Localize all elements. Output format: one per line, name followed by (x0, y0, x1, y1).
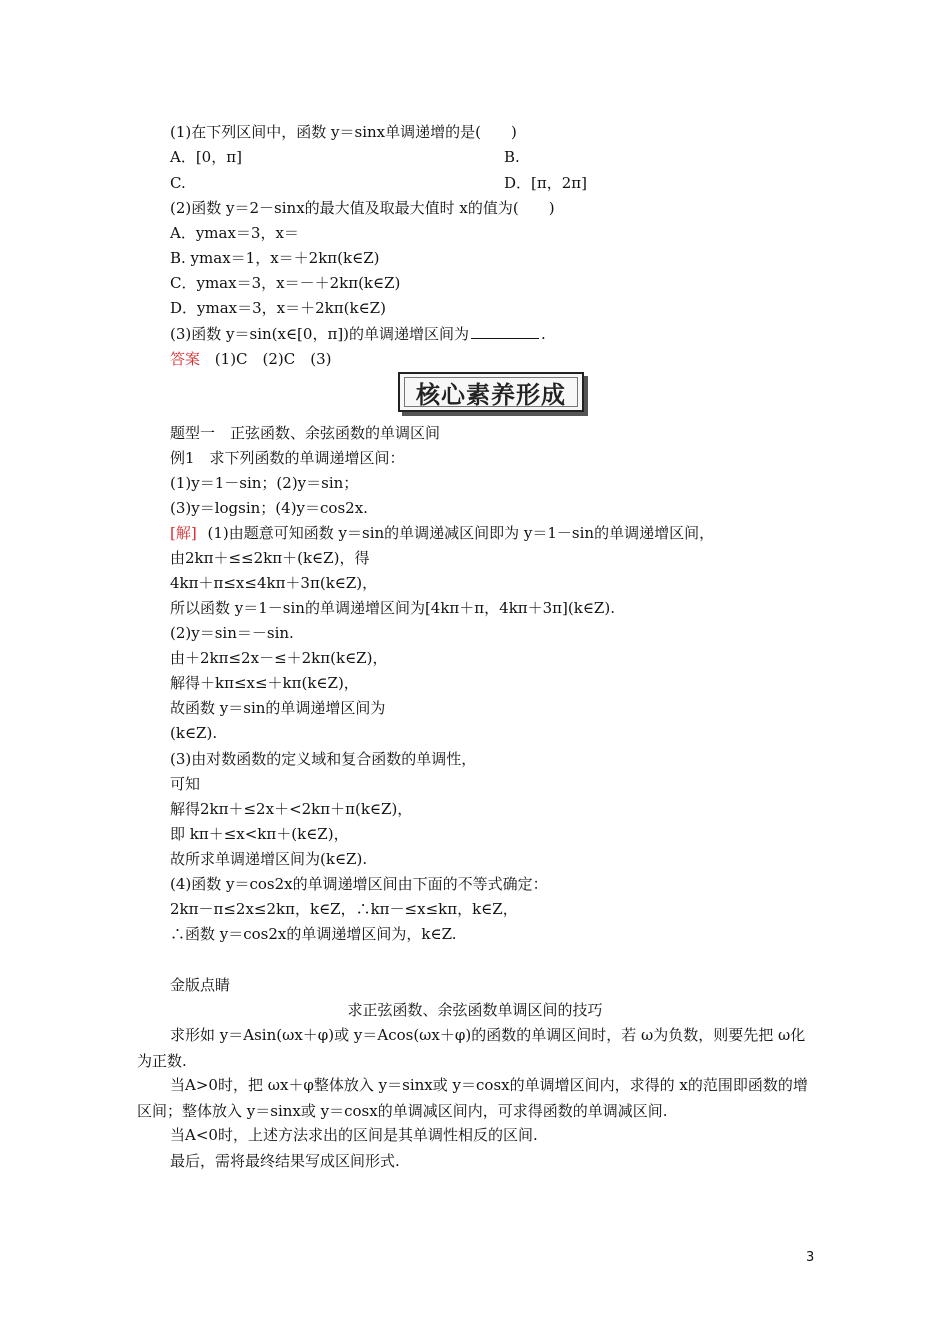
jinban-label: 金版点睛 (170, 976, 231, 994)
answer-label: 答案 (170, 350, 201, 368)
solution-line-9: (k∈Z). (170, 724, 218, 742)
solution-label: [解] (170, 524, 197, 542)
solution-line-2: 由2kπ＋≤≤2kπ＋(k∈Z)，得 (170, 549, 370, 567)
answer-text: (1)C (2)C (3) (214, 350, 332, 368)
question-3 (170, 324, 546, 344)
solution-line-7: 解得＋kπ≤x≤＋kπ(k∈Z)， (170, 674, 359, 692)
solution-line-16: 2kπ－π≤2x≤2kπ，k∈Z，∴kπ－≤x≤kπ，k∈Z， (170, 900, 518, 918)
q1-option-a: A．[0，π] (170, 148, 242, 166)
q2-option-b: B. ymax＝1，x＝＋2kπ(k∈Z) (170, 249, 380, 267)
q2-option-d: D．ymax＝3，x＝＋2kπ(k∈Z) (170, 299, 386, 317)
tip-paragraph-2: 当A>0时，把 ωx＋φ整体放入 y＝sinx或 y＝cosx的单调增区间内，求得的 x的范围即函数的增区间；整体放入 y＝sinx或 y＝cosx的单调减区间内，可求得函数的单调减区间. (137, 1076, 808, 1120)
question-1: (1)在下列区间中，函数 y＝sinx单调递增的是( ) (170, 123, 517, 141)
example-1-parts-a: (1)y＝1－sin；(2)y＝sin； (170, 474, 359, 492)
section-banner (398, 372, 584, 412)
solution-line-10: (3)由对数函数的定义域和复合函数的单调性， (170, 750, 477, 768)
tip-paragraph-4: 最后，需将最终结果写成区间形式. (170, 1152, 400, 1170)
solution-text-1: (1)由题意可知函数 y＝sin的单调递减区间即为 y＝1－sin的单调递增区间， (207, 524, 715, 542)
answer-line (170, 349, 332, 369)
solution-line-1 (170, 523, 714, 543)
solution-line-12: 解得2kπ＋≤2x＋<2kπ＋π(k∈Z)， (170, 800, 413, 818)
solution-line-5: (2)y＝sin＝－sin. (170, 624, 294, 642)
solution-line-11: 可知 (170, 775, 201, 793)
example-1: 例1 求下列函数的单调递增区间： (170, 449, 405, 467)
type-heading: 题型一 正弦函数、余弦函数的单调区间 (170, 424, 441, 442)
q3-end: . (541, 325, 546, 343)
question-2: (2)函数 y＝2－sinx的最大值及取最大值时 x的值为( ) (170, 199, 555, 217)
section-banner-title: 核心素养形成 (404, 377, 578, 407)
solution-line-15: (4)函数 y＝cos2x的单调递增区间由下面的不等式确定： (170, 875, 548, 893)
q1-option-d: D．[π，2π] (504, 174, 587, 192)
tip-paragraph-1: 求形如 y＝Asin(ωx＋φ)或 y＝Acos(ωx＋φ)的函数的单调区间时，若 ω为负数，则要先把 ω化为正数. (137, 1026, 806, 1070)
solution-line-4: 所以函数 y＝1－sin的单调递增区间为[4kπ＋π，4kπ＋3π](k∈Z). (170, 599, 615, 617)
solution-line-14: 故所求单调递增区间为(k∈Z). (170, 850, 368, 868)
page-number: 3 (806, 1250, 815, 1265)
solution-line-8: 故函数 y＝sin的单调递增区间为 (170, 699, 386, 717)
tip-paragraph-3: 当A<0时，上述方法求出的区间是其单调性相反的区间. (170, 1126, 538, 1144)
q2-option-c: C．ymax＝3，x＝－＋2kπ(k∈Z) (170, 274, 401, 292)
q2-option-a: A．ymax＝3，x＝ (170, 224, 299, 242)
solution-line-3: 4kπ＋π≤x≤4kπ＋3π(k∈Z)， (170, 574, 378, 592)
q1-option-c: C. (170, 174, 186, 192)
solution-line-17: ∴函数 y＝cos2x的单调递增区间为，k∈Z. (170, 925, 457, 943)
example-1-parts-b: (3)y＝logsin；(4)y＝cos2x. (170, 499, 368, 517)
solution-line-6: 由＋2kπ≤2x－≤＋2kπ(k∈Z)， (170, 649, 388, 667)
solution-line-13: 即 kπ＋≤x<kπ＋(k∈Z)， (170, 825, 349, 843)
answer-blank (471, 324, 539, 339)
q1-option-b: B. (504, 148, 520, 166)
q3-text: (3)函数 y＝sin(x∈[0，π])的单调递增区间为 (170, 325, 470, 343)
tip-title: 求正弦函数、余弦函数单调区间的技巧 (347, 1001, 603, 1019)
